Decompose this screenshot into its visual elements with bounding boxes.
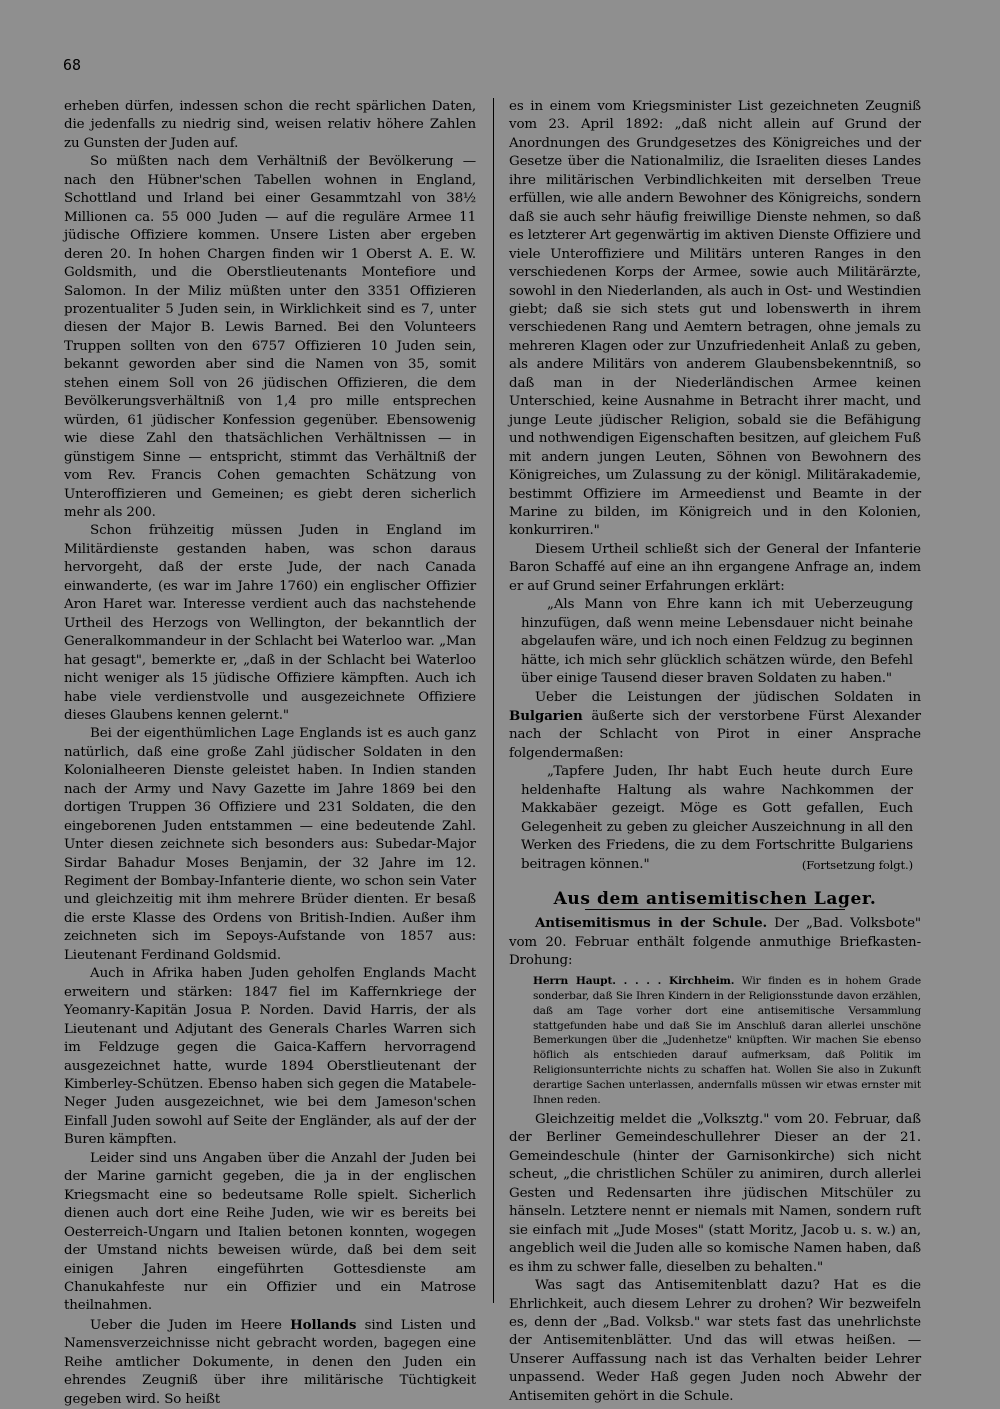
- paragraph-text: Ueber die Juden im Heere: [90, 1317, 282, 1333]
- paragraph-text: äußerte sich der verstorbene Fürst Alexander nach der Schlacht von Pirot in einer Ansprache folgendermaßen:: [509, 708, 921, 761]
- quote: [521, 763, 913, 874]
- paragraph: So müßten nach dem Verhältniß der Bevölkerung — nach den Hübner'schen Tabellen wohnen in England, Schottland und Irland bei einer Gesammtzahl von 38½ Millionen ca. 55 000 Juden — auf die reguläre Armee 11 jüdische Offiziere kommen. Unsere Listen aber ergeben deren 20. In hohen Chargen finden wir 1 Oberst A. E. W. Goldsmith, und die Oberstlieutenants Montefiore und Salomon. In der Miliz müßten unter den 3351 Offizieren prozentualiter 5 Juden sein, in Wirklichkeit sind es 7, unter diesen der Major B. Lewis Barned. Bei den Volunteers Truppen sollten von den 6757 Offizieren 10 Juden sein, bekannt geworden aber sind die Namen von 35, somit stehen einem Soll von 26 jüdischen Offizieren, die dem Bevölkerungsverhältniß von 1,4 pro mille entsprechen würden, 61 jüdischer Konfession gegenüber. Ebensowenig wie diese Zahl den thatsächlichen Verhältnissen — in günstigem Sinne — entspricht, stimmt das Verhältniß der vom Rev. Francis Cohen gemachten Schätzung von Unteroffizieren und Gemeinen; es giebt deren sicherlich mehr als 200.: [64, 154, 476, 520]
- left-column: [64, 98, 476, 1409]
- notice-addressee: Herrn Haupt. . . . . Kirchheim.: [533, 974, 735, 987]
- paragraph: erheben dürfen, indessen schon die recht spärlichen Daten, die jedenfalls zu niedrig sind, weisen relativ höhere Zahlen zu Gunsten der Juden auf.: [64, 99, 476, 151]
- quoted-notice: [533, 974, 921, 1108]
- paragraph-text: sind Listen und Namensverzeichnisse nicht gebracht worden, bagegen eine Reihe amtlicher Dokumente, in denen den Juden ein ehrendes Zeugniß über ihre militärische Tüchtigkeit gegeben wird. So heißt: [64, 1317, 476, 1407]
- paragraph: Leider sind uns Angaben über die Anzahl der Juden bei der Marine garnicht gegeben, die ja in der englischen Kriegsmacht eine so bedeutsame Rolle spielt. Sicherlich dienen auch dort eine Reihe Juden, wie wir es bereits bei Oesterreich-Ungarn und Italien betonen konnten, wogegen der Umstand nichts beweisen würde, daß bei dem seit einigen Jahren eingeführten Gottesdienste am Chanukahfeste nur ein Offizier und ein Matrose theilnahmen.: [64, 1150, 476, 1314]
- continuation-note: (Fortsetzung folgt.): [801, 857, 913, 872]
- paragraph: Was sagt das Antisemitenblatt dazu? Hat es die Ehrlichkeit, auch diesem Lehrer zu drohen? Wir bezweifeln es, denn der „Bad. Volksb." war stets fast das unehrlichste der Antisemitenblätter. Und das will etwas heißen. — Unserer Auffassung nach ist das Verhalten beider Lehrer unpassend. Weder Haß gegen Juden noch Abwehr der Antisemiten gehört in die Schule.: [509, 1278, 921, 1404]
- quote: „Als Mann von Ehre kann ich mit Ueberzeugung hinzufügen, daß wenn meine Lebensdauer nicht beinahe abgelaufen wäre, und ich noch einen Feldzug zu beginnen hätte, ich mich sehr glücklich schätzen würde, den Befehl über einige Tausend dieser braven Soldaten zu haben.": [521, 597, 913, 687]
- quote-text: „Tapfere Juden, Ihr habt Euch heute durch Eure heldenhafte Haltung als wahre Nachkommen der Makkabäer gezeigt. Möge es Gott gefallen, Euch Gelegenheit zu geben zu gleicher Auszeichnung in all den Werken des Friedens, die zu dem Fortschritte Bulgariens beitragen können.": [521, 764, 913, 872]
- section-heading-text: Aus dem antisemitischen Lager.: [553, 889, 877, 910]
- page-number: 68: [63, 56, 82, 74]
- paragraph: Schon frühzeitig müssen Juden in England im Militärdienste gestanden haben, was schon daraus hervorgeht, daß der erste Jude, der nach Canada einwanderte, (es war im Jahre 1760) ein englischer Offizier Aron Haret war. Interesse verdient auch das nachstehende Urtheil des Herzogs von Wellington, der bekanntlich der Generalkommandeur in der Schlacht bei Waterloo war. „Man hat gesagt", bemerkte er, „daß in der Schlacht bei Waterloo nicht weniger als 15 jüdische Offiziere kämpften. Auch ich habe viele verdienstvolle und ausgezeichnete Offiziere dieses Glaubens kennen gelernt.": [64, 523, 476, 723]
- paragraph: Diesem Urtheil schließt sich der General der Infanterie Baron Schaffé auf eine an ihn ergangene Anfrage an, indem er auf Grund seiner Erfahrungen erklärt:: [509, 541, 921, 594]
- heading-rule: [585, 909, 845, 910]
- emphasis-text: Hollands: [290, 1316, 357, 1333]
- paragraph-text: Ueber die Leistungen der jüdischen Soldaten in: [535, 689, 921, 705]
- right-column: [509, 98, 921, 1406]
- paragraph: es in einem vom Kriegsminister List gezeichneten Zeugniß vom 23. April 1892: „daß nicht allein auf Grund der Anordnungen des Grundgesetzes des Königreiches und der Gesetze über die Nationalmiliz, die Israeliten dieses Landes ihre militärischen Verbindlichkeiten mit derselben Treue erfüllen, wie alle andern Bewohner des Königreichs, sondern daß sie auch sehr häufig freiwillige Dienste nehmen, so daß es letzterer Art gegenwärtig im aktiven Dienste Offiziere und viele Unteroffiziere und Militärs unteren Ranges in den verschiedenen Korps der Armee, sowie auch Militärärzte, sowohl in den Niederlanden, als auch in Ost- und Westindien giebt; daß sie sich stets gut und lobenswerth in ihrem verschiedenen Rang und Aemtern betragen, ohne jemals zu mehreren Klagen oder zur Unzufriedenheit Anlaß zu geben, als andere Militärs von anderem Glaubensbekenntniß, so daß man in der Niederländischen Armee keinen Unterschied, keine Ausnahme in Betracht ihrer macht, und junge Leute jüdischer Religion, sobald sie die Befähigung und nothwendigen Eigenschaften besitzen, auf gleichem Fuß mit andern jungen Leuten, Söhnen von Bewohnern des Königreiches, um Zulassung zu der königl. Militärakademie, bestimmt Offiziere im Armeedienst und Beamte in der Marine zu bilden, im Königreich und in den Kolonien, konkurriren.": [509, 99, 921, 539]
- column-divider: [493, 98, 494, 1303]
- paragraph: Auch in Afrika haben Juden geholfen Englands Macht erweitern und stärken: 1847 fiel im Kaffernkriege der Yeomanry-Kapitän Josua P. Norden. David Harris, der als Lieutenant und Adjutant des Generals Charles Warren sich im Feldzuge gegen die Gaica-Kaffern hervorragend ausgezeichnet hatte, wurde 1894 Oberstlieutenant der Kimberley-Schützen. Ebenso haben sich gegen die Matabele-Neger Juden ausgezeichnet, wie bei dem Jameson'schen Einfall Juden sowohl auf Seite der Engländer, als auf der der Buren kämpften.: [64, 966, 476, 1148]
- paragraph: [509, 689, 921, 764]
- section-heading: [509, 890, 921, 910]
- sub-heading: Antisemitismus in der Schule.: [535, 915, 768, 932]
- emphasis-text: Bulgarien: [509, 707, 583, 724]
- paragraph: [509, 914, 921, 970]
- paragraph: Bei der eigenthümlichen Lage Englands ist es auch ganz natürlich, daß eine große Zahl jüdischer Soldaten in den Kolonialheeren Dienste geleistet haben. In Indien standen nach der Army und Navy Gazette im Jahre 1869 bei den dortigen Truppen 36 Offiziere und 231 Soldaten, die den eingeborenen Juden entstammen — eine bedeutende Zahl. Unter diesen zeichnete sich besonders aus: Subedar-Major Sirdar Bahadur Moses Benjamin, der 32 Jahre im 12. Regiment der Bombay-Infanterie diente, wo schon sein Vater und gleichzeitig mit ihm mehrere Brüder dienten. Er besaß die erste Klasse des Ordens von British-Indien. Außer ihm zeichneten sich im Sepoys-Aufstande von 1857 aus: Lieutenant Ferdinand Goldsmid.: [64, 726, 476, 963]
- paragraph: [64, 1316, 476, 1409]
- paragraph: Gleichzeitig meldet die „Volksztg." vom 20. Februar, daß der Berliner Gemeindeschullehrer Dieser an der 21. Gemeindeschule (hinter der Garnisonkirche) sich nicht scheut, „die christlichen Schüler zu animiren, durch allerlei Gesten und Redensarten ihre jüdischen Mitschüler zu hänseln. Letztere nennt er niemals mit Namen, sondern ruft sie einfach mit „Jude Moses" (statt Moritz, Jacob u. s. w.) an, angeblich weil die Juden alle so komische Namen haben, daß es ihm zu schwer falle, dieselben zu behalten.": [509, 1112, 921, 1275]
- paragraph-text: Der „Bad. Volksbote" vom 20. Februar enthält folgende anmuthige Briefkasten-Drohung:: [509, 916, 921, 969]
- notice-text: Wir finden es in hohem Grade sonderbar, daß Sie Ihren Kindern in der Religionsstunde davon erzählen, daß am Tage vorher dort eine antisemitische Versammlung stattgefunden habe und daß Sie im Anschluß daran allerlei unschöne Bemerkungen über die „Judenhetze" knüpften. Wir machen Sie ebenso höflich als entschieden darauf aufmerksam, daß Politik im Religionsunterrichte nichts zu schaffen hat. Wollen Sie also in Zukunft derartige Sachen unterlassen, andernfalls müssen wir etwas ernster mit Ihnen reden.: [533, 974, 921, 1107]
